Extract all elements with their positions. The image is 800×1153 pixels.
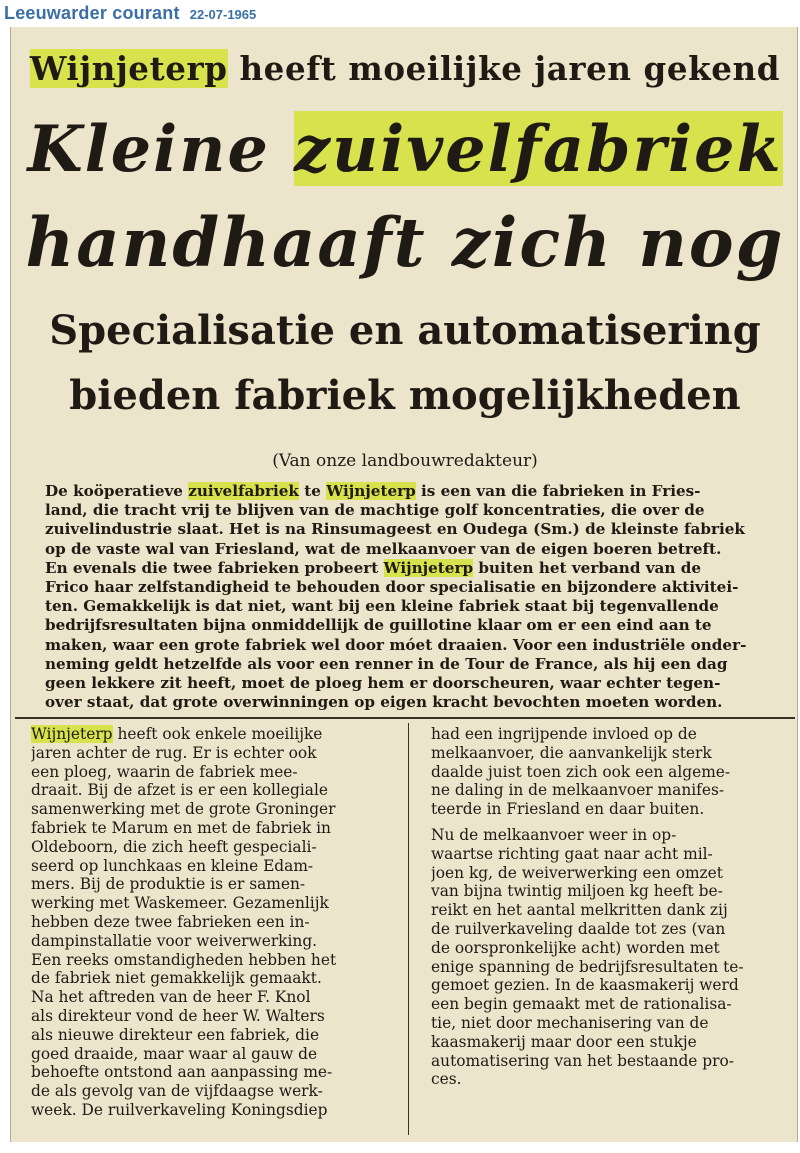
text-line: jaren achter de rug. Er is echter ook	[31, 743, 317, 762]
text-line: ten. Gemakkelijk is dat niet, want bij een kleine fabriek staat bij tegenvallende	[45, 597, 719, 616]
highlight-term: Wijnjeterp	[383, 558, 474, 577]
text-line: seerd op lunchkaas en kleine Edam-	[31, 856, 314, 875]
text-line: week. De ruilverkaveling Koningsdiep	[31, 1100, 328, 1119]
byline: (Van onze landbouwredakteur)	[272, 451, 538, 471]
text-line: Nu de melkaanvoer weer in op-	[431, 825, 677, 844]
text-run: te	[298, 482, 327, 500]
headline-word: Kleine	[27, 111, 294, 186]
text-line: als nieuwe direkteur een fabriek, die	[31, 1025, 320, 1044]
text-run: buiten het verband van de	[473, 558, 702, 577]
text-line: draait. Bij de afzet is er een kollegiale	[31, 781, 328, 800]
text-line: een begin gemaakt met de rationalisa-	[431, 995, 732, 1014]
text-line: over staat, dat grote overwinningen op eigen kracht bevochten moeten worden.	[45, 693, 723, 712]
text-line: maken, waar een grote fabriek wel door móet draaien. Voor een industriële onder-	[45, 635, 747, 654]
text-line: de als gevolg van de vijfdaagse werk-	[31, 1082, 323, 1101]
text-line: Frico haar zelfstandigheid te behouden door specialisatie en bijzondere aktivitei-	[45, 577, 739, 596]
text-line: mers. Bij de produktie is er samen-	[31, 875, 306, 894]
text-line: gemoet gezien. In de kaasmakerij werd	[431, 976, 739, 995]
text-line: op de vaste wal van Friesland, wat de melkaanvoer van de eigen boeren betreft.	[45, 539, 722, 558]
lead-paragraph	[45, 482, 787, 712]
headline-line-2: handhaaft zich nog	[25, 203, 785, 282]
publication-date: 22-07-1965	[189, 7, 257, 22]
text-line: automatisering van het bestaande pro-	[431, 1051, 734, 1070]
text-line: teerde in Friesland en daar buiten.	[431, 800, 705, 819]
text-line: daalde juist toen zich ook een algeme-	[431, 762, 731, 781]
text-line: goed draaide, maar waar al gauw de	[31, 1044, 318, 1063]
highlight-term: Wijnjeterp	[326, 482, 416, 500]
text-line: neming geldt hetzelfde als voor een renner in de Tour de France, als hij een dag	[45, 654, 728, 673]
text-line: als direkteur vond de heer W. Walters	[31, 1006, 325, 1025]
text-line: ne daling in de melkaanvoer manifes-	[431, 781, 725, 800]
text-run: is een van die fabrieken in Fries-	[415, 482, 701, 500]
newspaper-clipping	[10, 27, 798, 1142]
text-line	[31, 725, 403, 744]
subheadline-line-1: Specialisatie en automatisering	[49, 307, 761, 354]
text-line: een ploeg, waarin de fabriek mee-	[31, 762, 298, 781]
text-line: werking met Waskemeer. Gezamenlijk	[31, 894, 329, 913]
highlight-term: zuivelfabriek	[188, 482, 299, 500]
highlight-term: Wijnjeterp	[29, 49, 228, 88]
subheadline-line-2: bieden fabriek mogelijkheden	[69, 372, 741, 419]
text-line: waartse richting gaat naar acht mil-	[431, 844, 713, 863]
text-line: ces.	[431, 1070, 462, 1089]
text-line: melkaanvoer, die aanvankelijk sterk	[431, 743, 712, 762]
body-column-left	[31, 725, 403, 1120]
paragraph-gap	[431, 819, 795, 826]
text-line	[45, 482, 787, 501]
text-line: samenwerking met de grote Groninger	[31, 800, 336, 819]
text-run: De koöperatieve	[45, 482, 189, 500]
text-line: tie, niet door mechanisering van de	[431, 1013, 709, 1032]
text-line: land, die tracht vrij te blijven van de machtige golf koncentraties, die over de	[45, 501, 705, 520]
text-line: joen kg, de weiverwerking een omzet	[431, 863, 723, 882]
text-line: Na het aftreden van de heer F. Knol	[31, 988, 311, 1007]
text-line: kaasmakerij maar door een stukje	[431, 1032, 697, 1051]
text-line	[45, 559, 787, 578]
text-line: had een ingrijpende invloed op de	[431, 725, 697, 743]
text-line: reikt en het aantal melkritten dank zij	[431, 901, 728, 920]
body-column-right	[431, 725, 795, 1089]
text-line: de oorspronkelijke acht) worden met	[431, 938, 720, 957]
text-line: enige spanning de bedrijfsresultaten te-	[431, 957, 744, 976]
text-line: zuivelindustrie slaat. Het is na Rinsumageest en Oudega (Sm.) de kleinste fabriek	[45, 520, 745, 539]
text-line: fabriek te Marum en met de fabriek in	[31, 818, 331, 837]
headline-line-1	[11, 111, 798, 186]
highlight-term: zuivelfabriek	[293, 111, 783, 186]
text-line: hebben deze twee fabrieken een in-	[31, 912, 310, 931]
highlight-term: Wijnjeterp	[31, 725, 113, 743]
text-line: dampinstallatie voor weiverwerking.	[31, 931, 318, 950]
kicker-headline	[11, 49, 798, 88]
column-divider	[408, 723, 409, 1135]
text-line: de fabriek niet gemakkelijk gemaakt.	[31, 969, 322, 988]
kicker-text: heeft moeilijke jaren gekend	[227, 49, 781, 88]
text-line: behoefte ontstond aan aanpassing me-	[31, 1063, 333, 1082]
source-label	[4, 3, 256, 25]
text-line: Een reeks omstandigheden hebben het	[31, 950, 337, 969]
newspaper-name: Leeuwarder courant	[4, 3, 180, 23]
section-divider	[15, 717, 795, 719]
text-line: bedrijfsresultaten bijna onmiddellijk de guillotine klaar om er een eind aan te	[45, 616, 712, 635]
text-run: heeft ook enkele moeilijke	[112, 725, 323, 743]
text-line: van bijna twintig miljoen kg heeft be-	[431, 882, 723, 901]
text-line: Oldeboorn, die zich heeft gespeciali-	[31, 837, 317, 856]
text-line: geen lekkere zit heeft, moet de ploeg hem er doorscheuren, waar echter tegen-	[45, 673, 721, 692]
text-run: En evenals die twee fabrieken probeert	[45, 558, 384, 577]
text-line: de ruilverkaveling daalde tot zes (van	[431, 919, 726, 938]
